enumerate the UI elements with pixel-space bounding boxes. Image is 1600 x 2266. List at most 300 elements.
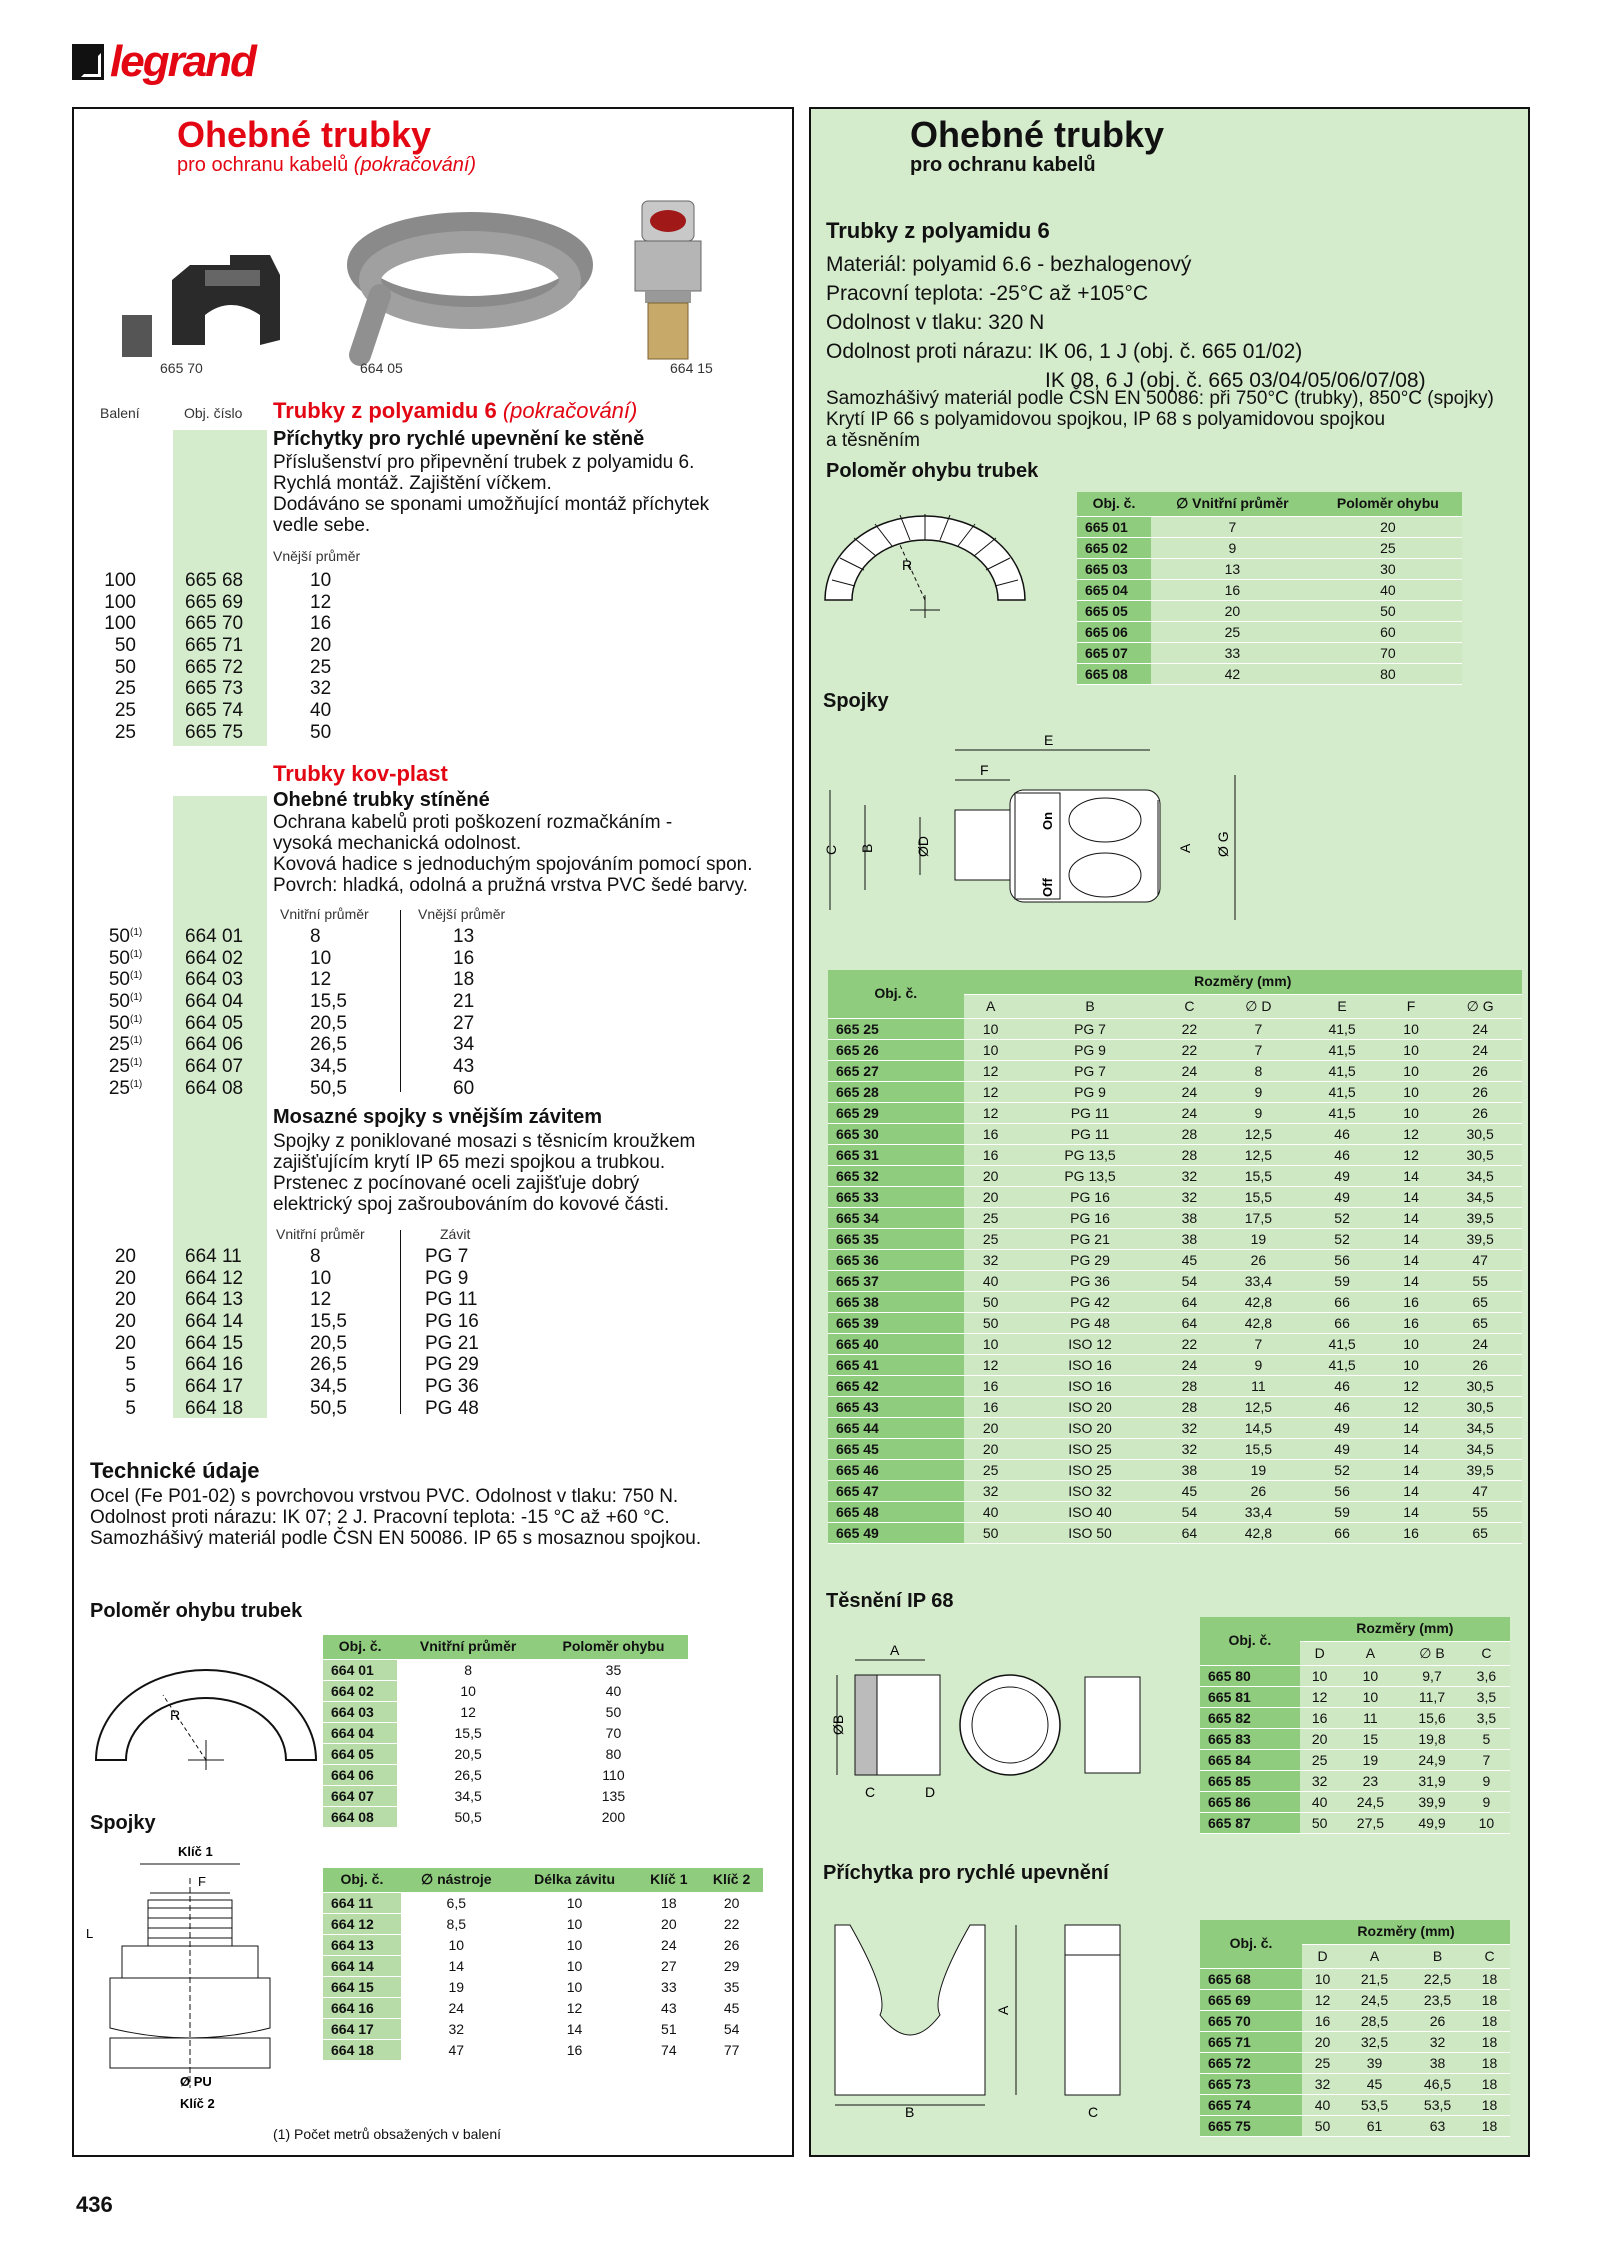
value-cell: 26 (1406, 2010, 1469, 2031)
list-row (80, 657, 380, 679)
value-cell: 26,5 (397, 1764, 539, 1785)
table-row (1200, 1770, 1510, 1791)
value-cell: 24 (1162, 1060, 1216, 1081)
table-group-row (1200, 1617, 1510, 1641)
obj-cislo: 665 75 (185, 721, 244, 743)
value-cell: 46 (1300, 1123, 1384, 1144)
value-cell: 12 (964, 1081, 1018, 1102)
table-row (323, 1680, 688, 1701)
klic1-label: Klíč 1 (178, 1844, 213, 1859)
obj-cell: 664 08 (323, 1806, 397, 1827)
obj-cislo: 665 71 (185, 635, 244, 657)
sec1-heading: Příchytky pro rychlé upevnění ke stěně (273, 428, 645, 450)
value-cell: 50 (1300, 1812, 1340, 1833)
table-row (828, 1459, 1522, 1480)
left-bend-diagram (88, 1640, 328, 1770)
value-cell: 32 (1162, 1186, 1216, 1207)
vnejsi-prumer: 60 (453, 1077, 475, 1099)
value-cell: 32 (1162, 1165, 1216, 1186)
value-cell: 12,5 (1217, 1144, 1301, 1165)
value-cell: 46 (1300, 1144, 1384, 1165)
list-row (80, 635, 380, 657)
value-cell: PG 48 (1018, 1312, 1162, 1333)
value-cell: 25 (1300, 1749, 1340, 1770)
baleni: 50 (108, 947, 130, 969)
obj-cell: 665 40 (828, 1333, 964, 1354)
table-row (828, 1396, 1522, 1417)
value-cell: 40 (1300, 1791, 1340, 1812)
table-row (1200, 2031, 1510, 2052)
value-cell: 135 (539, 1785, 688, 1806)
value-cell: 7 (1217, 1333, 1301, 1354)
value-cell: 18 (1469, 2115, 1510, 2136)
value-cell: 22 (700, 1913, 763, 1934)
value-cell: 39,5 (1438, 1207, 1522, 1228)
vnitrni-prumer: 12 (310, 1289, 332, 1311)
right-spojky-table (828, 970, 1522, 1544)
value-cell: 14 (1384, 1480, 1438, 1501)
value-cell: 14 (1384, 1501, 1438, 1522)
value-cell: 12 (964, 1060, 1018, 1081)
obj-cell: 665 75 (1200, 2115, 1302, 2136)
value-cell: 49 (1300, 1438, 1384, 1459)
value-cell: 25 (1151, 621, 1314, 642)
value-cell: 21,5 (1343, 1968, 1406, 1989)
f-label: F (198, 1874, 206, 1889)
on-label: On (1040, 811, 1055, 830)
col-header: A (964, 994, 1018, 1018)
value-cell: 16 (964, 1375, 1018, 1396)
value-cell: PG 13,5 (1018, 1165, 1162, 1186)
obj-cell: 664 17 (323, 2018, 401, 2039)
value-cell: 10 (512, 1913, 638, 1934)
footnote-ref: (1) (130, 1035, 143, 1047)
obj-cell: 664 01 (323, 1659, 397, 1680)
value-cell: 10 (512, 1955, 638, 1976)
obj-cislo: 664 12 (185, 1267, 244, 1289)
value-cell: 46 (1300, 1375, 1384, 1396)
value-cell: 34,5 (1438, 1417, 1522, 1438)
obj-cell: 665 37 (828, 1270, 964, 1291)
baleni: 25 (108, 1056, 130, 1078)
table-row (1200, 1665, 1510, 1686)
value-cell: 51 (637, 2018, 700, 2039)
value-cell: PG 36 (1018, 1270, 1162, 1291)
tes-d-label: D (925, 1784, 936, 1800)
value-cell: ISO 12 (1018, 1333, 1162, 1354)
value-cell: 64 (1162, 1312, 1216, 1333)
baleni: 100 (104, 613, 136, 635)
left-spojky-table (323, 1868, 763, 2061)
baleni: 25 (114, 678, 136, 700)
vnejsi-prumer: 16 (310, 613, 332, 635)
table-row (1200, 1791, 1510, 1812)
left-spojky-diagram (80, 1838, 300, 2128)
table-row (1077, 600, 1462, 621)
page-number: 436 (76, 2192, 113, 2217)
value-cell: 14 (1384, 1249, 1438, 1270)
value-cell: ISO 50 (1018, 1522, 1162, 1543)
obj-cell: 665 49 (828, 1522, 964, 1543)
col-header: F (1384, 994, 1438, 1018)
baleni: 20 (114, 1289, 136, 1311)
value-cell: 63 (1406, 2115, 1469, 2136)
value-cell: 38 (1162, 1228, 1216, 1249)
baleni: 20 (114, 1267, 136, 1289)
table-row (1077, 663, 1462, 684)
col-header: D (1302, 1944, 1343, 1968)
table-row (323, 2018, 763, 2039)
obj-cell: 665 68 (1200, 1968, 1302, 1989)
value-cell: 9 (1463, 1791, 1510, 1812)
list-row (80, 948, 530, 970)
table-row (828, 1060, 1522, 1081)
obj-cislo: 664 06 (185, 1034, 244, 1056)
value-cell: 24 (1438, 1333, 1522, 1354)
list-row (80, 678, 380, 700)
value-cell: 10 (1384, 1354, 1438, 1375)
value-cell: 26 (700, 1934, 763, 1955)
col-header: Vnitřní průměr (397, 1635, 539, 1659)
table-row (828, 1165, 1522, 1186)
baleni: 50 (108, 926, 130, 947)
table-row (1077, 558, 1462, 579)
table-group-row (1200, 1920, 1510, 1944)
list-row (80, 1013, 530, 1035)
value-cell: 59 (1300, 1270, 1384, 1291)
list-row (80, 1354, 530, 1376)
value-cell: 28 (1162, 1144, 1216, 1165)
list-row (80, 1398, 530, 1420)
value-cell: 9 (1217, 1102, 1301, 1123)
value-cell: 24,5 (1343, 1989, 1406, 2010)
value-cell: 50 (539, 1701, 688, 1722)
baleni: 5 (125, 1354, 136, 1376)
value-cell: 19 (1217, 1459, 1301, 1480)
g-label: Ø G (1215, 831, 1231, 857)
baleni: 25 (114, 721, 136, 743)
obj-cell: 665 08 (1077, 663, 1151, 684)
value-cell: 19 (1340, 1749, 1402, 1770)
table-row (1077, 537, 1462, 558)
value-cell: 47 (401, 2039, 512, 2060)
obj-cell: 664 03 (323, 1701, 397, 1722)
value-cell: 61 (1343, 2115, 1406, 2136)
obj-cell: 664 04 (323, 1722, 397, 1743)
value-cell: 13 (1151, 558, 1314, 579)
value-cell: 14 (1384, 1270, 1438, 1291)
sec1-list (80, 570, 380, 744)
value-cell: 54 (1162, 1270, 1216, 1291)
value-cell: 54 (700, 2018, 763, 2039)
right-bend-r-label: R (902, 557, 913, 573)
baleni: 5 (125, 1376, 136, 1398)
table-row (828, 1207, 1522, 1228)
table-row (1200, 1749, 1510, 1770)
value-cell: 40 (964, 1501, 1018, 1522)
value-cell: 30,5 (1438, 1144, 1522, 1165)
table-row (323, 1659, 688, 1680)
value-cell: 10 (1384, 1018, 1438, 1039)
obj-cell: 664 13 (323, 1934, 401, 1955)
value-cell: 49,9 (1401, 1812, 1463, 1833)
obj-cell: 665 06 (1077, 621, 1151, 642)
value-cell: 45 (700, 1997, 763, 2018)
vnejsi-prumer: 21 (453, 991, 475, 1013)
left-subtitle: pro ochranu kabelů (pokračování) (177, 154, 477, 176)
value-cell: 26 (1438, 1102, 1522, 1123)
sec2-desc: Ochrana kabelů proti poškození rozmačkáním - vysoká mechanická odolnost. Kovová hadice s jednoduchým spojováním pomocí spon. Povrch: hladká, odolná a pružná vrstva PVC šedé barvy. (273, 812, 753, 896)
obj-cislo: 664 13 (185, 1289, 244, 1311)
obj-cislo: 664 16 (185, 1354, 244, 1376)
obj-cell: 665 45 (828, 1438, 964, 1459)
pu-label: Ø PU (180, 2074, 212, 2089)
table-row (323, 1806, 688, 1827)
value-cell: 70 (539, 1722, 688, 1743)
obj-cell: 665 47 (828, 1480, 964, 1501)
clip-front-shape (835, 1925, 985, 2095)
table-row (828, 1501, 1522, 1522)
vnitrni-prumer: 34,5 (310, 1376, 347, 1398)
value-cell: PG 42 (1018, 1291, 1162, 1312)
list-row (80, 722, 380, 744)
value-cell: 20 (964, 1438, 1018, 1459)
value-cell: 14 (1384, 1459, 1438, 1480)
obj-cislo: 664 17 (185, 1376, 244, 1398)
a-label: A (1177, 843, 1193, 853)
obj-cell: 665 39 (828, 1312, 964, 1333)
value-cell: 26 (1217, 1480, 1301, 1501)
value-cell: PG 13,5 (1018, 1144, 1162, 1165)
value-cell: ISO 16 (1018, 1354, 1162, 1375)
table-row (828, 1354, 1522, 1375)
table-row (323, 1785, 688, 1806)
b-label: B (859, 843, 875, 853)
table-row (1200, 2094, 1510, 2115)
baleni: 100 (104, 591, 136, 613)
value-cell: 18 (1469, 2031, 1510, 2052)
value-cell: 39,9 (1401, 1791, 1463, 1812)
vnitrni-prumer: 10 (310, 947, 332, 969)
list-row (80, 613, 380, 635)
obj-cislo: 664 08 (185, 1077, 244, 1099)
tesneni-heading: Těsnění IP 68 (826, 1590, 954, 1612)
table-row (323, 1976, 763, 1997)
value-cell: 34,5 (397, 1785, 539, 1806)
vnejsi-prumer: 43 (453, 1056, 475, 1078)
prichytka-heading: Příchytka pro rychlé upevnění (823, 1862, 1109, 1884)
value-cell: 50,5 (397, 1806, 539, 1827)
obj-cell: 664 06 (323, 1764, 397, 1785)
value-cell: 28 (1162, 1375, 1216, 1396)
obj-cislo: 665 68 (185, 570, 244, 591)
footnote-ref: (1) (130, 948, 143, 960)
value-cell: 66 (1300, 1522, 1384, 1543)
table-row (1200, 1728, 1510, 1749)
value-cell: 41,5 (1300, 1018, 1384, 1039)
value-cell: PG 29 (1018, 1249, 1162, 1270)
table-row (828, 1144, 1522, 1165)
value-cell: 31,9 (1401, 1770, 1463, 1791)
table-row (828, 1249, 1522, 1270)
baleni: 20 (114, 1311, 136, 1333)
value-cell: 9 (1217, 1354, 1301, 1375)
value-cell: 28 (1162, 1396, 1216, 1417)
sec3-desc: Spojky z poniklované mosazi s těsnicím kroužkem zajišťujícím krytí IP 65 mezi spojkou a trubkou. Prstenec z pocínované oceli zajišťuje dobrý elektrický spoj zašroubováním do kovové části. (273, 1131, 696, 1215)
value-cell: 40 (1314, 579, 1462, 600)
obj-cislo: 664 05 (185, 1012, 244, 1034)
vnitrni-prumer: 20,5 (310, 1332, 347, 1354)
gland-photo (635, 201, 701, 359)
value-cell: 60 (1314, 621, 1462, 642)
footnote-ref: (1) (130, 992, 143, 1004)
value-cell: 16 (1384, 1291, 1438, 1312)
value-cell: 19 (401, 1976, 512, 1997)
value-cell: 20 (1300, 1728, 1340, 1749)
value-cell: 15 (1340, 1728, 1402, 1749)
klic2-label: Klíč 2 (180, 2096, 215, 2111)
value-cell: 20 (637, 1913, 700, 1934)
value-cell: 46,5 (1406, 2073, 1469, 2094)
col-header: B (1018, 994, 1162, 1018)
footnote-ref: (1) (130, 1057, 143, 1069)
obj-cell: 664 11 (323, 1892, 401, 1913)
tes-c-label: C (865, 1784, 876, 1800)
obj-cell: 665 70 (1200, 2010, 1302, 2031)
vnitrni-prumer: 12 (310, 969, 332, 991)
sec2-col-label-2: Vnější průměr (418, 906, 506, 922)
value-cell: 10 (512, 1892, 638, 1913)
value-cell: 17,5 (1217, 1207, 1301, 1228)
list-row (80, 592, 380, 614)
obj-cislo: 665 70 (185, 613, 244, 635)
value-cell: 70 (1314, 642, 1462, 663)
sec2-title: Trubky kov-plast (273, 761, 448, 786)
value-cell: 50 (1314, 600, 1462, 621)
footnote-ref: (1) (130, 927, 143, 938)
value-cell: 52 (1300, 1459, 1384, 1480)
value-cell: ISO 20 (1018, 1417, 1162, 1438)
col-header: Délka závitu (512, 1868, 638, 1892)
value-cell: 16 (964, 1123, 1018, 1144)
obj-cell: 664 15 (323, 1976, 401, 1997)
value-cell: ISO 25 (1018, 1459, 1162, 1480)
value-cell: 18 (1469, 1968, 1510, 1989)
value-cell: 18 (637, 1892, 700, 1913)
baleni: 50 (114, 656, 136, 678)
value-cell: 50 (1302, 2115, 1343, 2136)
value-cell: PG 11 (1018, 1102, 1162, 1123)
value-cell: 24 (1162, 1081, 1216, 1102)
value-cell: 10 (1384, 1081, 1438, 1102)
right-sec-title: Trubky z polyamidu 6 (826, 218, 1050, 243)
photo-caption-3: 664 15 (670, 360, 713, 376)
zavit: PG 48 (425, 1397, 479, 1419)
value-cell: 74 (637, 2039, 700, 2060)
list-row (80, 1056, 530, 1078)
vnitrni-prumer: 8 (310, 1246, 321, 1267)
col-obj-cislo: Obj. číslo (184, 405, 243, 421)
value-cell: 32 (1406, 2031, 1469, 2052)
value-cell: ISO 25 (1018, 1438, 1162, 1459)
list-row (80, 700, 380, 722)
table-row (828, 1270, 1522, 1291)
value-cell: 3,5 (1463, 1707, 1510, 1728)
obj-cell: 665 26 (828, 1039, 964, 1060)
footnote-ref: (1) (130, 1078, 143, 1090)
obj-cell: 665 29 (828, 1102, 964, 1123)
obj-cell: 664 07 (323, 1785, 397, 1806)
value-cell: 25 (1302, 2052, 1343, 2073)
value-cell: 10 (1300, 1665, 1340, 1686)
value-cell: 14 (512, 2018, 638, 2039)
value-cell: 14 (1384, 1228, 1438, 1249)
value-cell: 14 (1384, 1207, 1438, 1228)
table-group-row (828, 970, 1522, 994)
table-row (1200, 2010, 1510, 2031)
value-cell: 10 (964, 1333, 1018, 1354)
table-row (828, 1018, 1522, 1039)
col-header: E (1300, 994, 1384, 1018)
list-row (80, 1268, 530, 1290)
table-row (1077, 642, 1462, 663)
vnitrni-prumer: 26,5 (310, 1034, 347, 1056)
baleni: 25 (108, 1034, 130, 1056)
value-cell: 32 (1302, 2073, 1343, 2094)
value-cell: 15,5 (397, 1722, 539, 1743)
list-row (80, 969, 530, 991)
vnejsi-prumer: 40 (310, 700, 332, 722)
value-cell: 42,8 (1217, 1312, 1301, 1333)
obj-cell: 665 28 (828, 1081, 964, 1102)
c-label: C (823, 844, 839, 855)
table-row (1077, 516, 1462, 537)
value-cell: 15,5 (1217, 1186, 1301, 1207)
value-cell: 41,5 (1300, 1081, 1384, 1102)
value-cell: 10 (1302, 1968, 1343, 1989)
sec2-list (80, 926, 530, 1100)
value-cell: 14 (1384, 1417, 1438, 1438)
right-spojky-diagram (820, 725, 1260, 945)
value-cell: 66 (1300, 1291, 1384, 1312)
value-cell: 27 (637, 1955, 700, 1976)
d-label: ØD (915, 836, 931, 857)
group-header: Rozměry (mm) (1300, 1617, 1510, 1641)
vnitrni-prumer: 10 (310, 1267, 332, 1289)
col-header: Klíč 2 (700, 1868, 763, 1892)
tesneni-table (1200, 1617, 1510, 1834)
list-row (80, 1376, 530, 1398)
value-cell: 10 (1340, 1665, 1402, 1686)
group-header: Rozměry (mm) (964, 970, 1523, 994)
value-cell: 42,8 (1217, 1291, 1301, 1312)
value-cell: 15,6 (1401, 1707, 1463, 1728)
vnitrni-prumer: 20,5 (310, 1012, 347, 1034)
zavit: PG 7 (425, 1246, 469, 1267)
value-cell: 65 (1438, 1312, 1522, 1333)
value-cell: 55 (1438, 1270, 1522, 1291)
table-row (1200, 2052, 1510, 2073)
value-cell: PG 9 (1018, 1039, 1162, 1060)
obj-header: Obj. č. (828, 970, 964, 1018)
obj-cell: 665 74 (1200, 2094, 1302, 2115)
value-cell: 52 (1300, 1207, 1384, 1228)
value-cell: 28 (1162, 1123, 1216, 1144)
table-row (1077, 621, 1462, 642)
value-cell: 200 (539, 1806, 688, 1827)
obj-cislo: 664 02 (185, 947, 244, 969)
obj-cell: 665 83 (1200, 1728, 1300, 1749)
